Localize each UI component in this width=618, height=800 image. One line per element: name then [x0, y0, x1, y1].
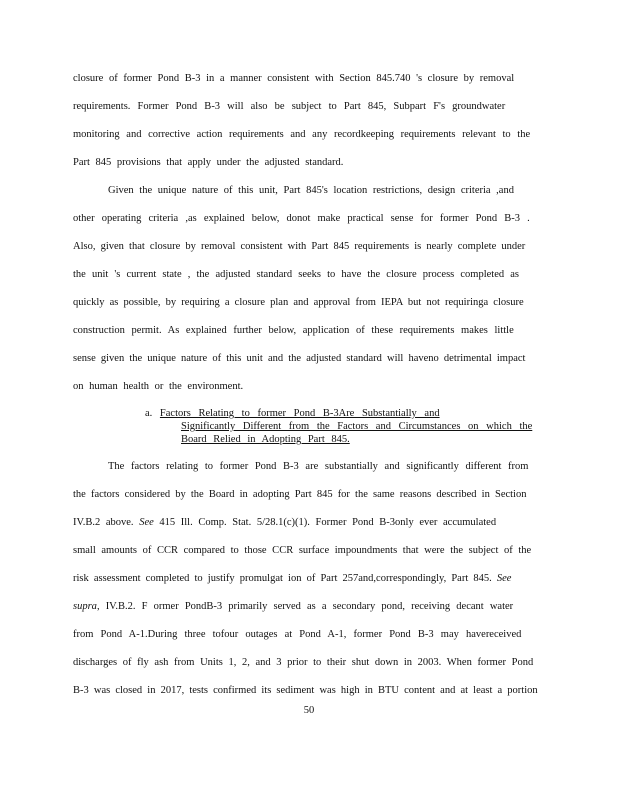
paragraph-1-line-1: closure of former Pond B-3 in a manner consistent with Section 845.740 's closure by removal: [73, 73, 515, 84]
heading-marker: a.: [145, 408, 153, 419]
paragraph-3-line-4: small amounts of CCR compared to those CCR surface impoundments that were the subject of the: [73, 545, 532, 556]
citation-signal-see: See: [139, 517, 154, 528]
paragraph-1-line-2: requirements. Former Pond B-3 will also be subject to Part 845, Subpart F's groundwater: [73, 101, 506, 112]
paragraph-3-line-5-part-1: risk assessment completed to justify promulgat ion of Part 257and,correspondingly, Part 845.: [73, 573, 492, 584]
heading-line-2: Significantly Different from the Factors and Circumstances on which the: [181, 421, 533, 432]
page-number: 50: [303, 705, 315, 716]
paragraph-3-line-2: the factors considered by the Board in adopting Part 845 for the same reasons described in Section: [73, 489, 527, 500]
heading-line-1: Factors Relating to former Pond B-3Are Substantially and: [159, 408, 440, 419]
citation-signal-supra: supra: [73, 601, 97, 612]
paragraph-2-line-1: Given the unique nature of this unit, Part 845's location restrictions, design criteria ,and: [108, 185, 514, 196]
paragraph-3-line-9: B-3 was closed in 2017, tests confirmed its sediment was high in BTU content and at least a portion: [73, 685, 538, 696]
paragraph-2-line-6: construction permit. As explained further below, application of these requirements makes little: [73, 325, 514, 336]
paragraph-2-line-3: Also, given that closure by removal consistent with Part 845 requirements is nearly complete under: [73, 241, 526, 252]
paragraph-3-line-7: from Pond A-1.During three tofour outages at Pond A-1, former Pond B-3 may havereceived: [73, 629, 522, 640]
paragraph-3-line-6-part-2: , IV.B.2. F ormer PondB-3 primarily served as a secondary pond, receiving decant water: [96, 601, 514, 612]
paragraph-3-line-1: The factors relating to former Pond B-3 are substantially and significantly different from: [108, 461, 529, 472]
citation-signal-see-2: See: [496, 573, 512, 584]
paragraph-2-line-7: sense given the unique nature of this unit and the adjusted standard will haveno detrimental impact: [73, 353, 526, 364]
paragraph-3-line-8: discharges of fly ash from Units 1, 2, and 3 prior to their shut down in 2003. When former Pond: [73, 657, 534, 668]
paragraph-2-line-2: other operating criteria ,as explained below, donot make practical sense for former Pond B-3 .: [73, 213, 530, 224]
paragraph-3-line-3-part-1: IV.B.2 above.: [73, 517, 134, 528]
heading-line-3: Board Relied in Adopting Part 845.: [181, 434, 350, 445]
paragraph-3-line-3-part-2: 415 Ill. Comp. Stat. 5/28.1(c)(1). Former Pond B-3only ever accumulated: [159, 517, 497, 528]
section-heading: [145, 407, 545, 446]
paragraph-2-line-5: quickly as possible, by requiring a closure plan and approval from IEPA but not requiringa closure: [73, 297, 524, 308]
paragraph-1-line-4: Part 845 provisions that apply under the adjusted standard.: [73, 157, 344, 168]
paragraph-2-line-4: the unit 's current state , the adjusted standard seeks to have the closure process completed as: [73, 269, 519, 280]
paragraph-3-line-5: [73, 572, 542, 586]
paragraph-3-line-3: [73, 516, 542, 530]
paragraph-1-line-3: monitoring and corrective action requirements and any recordkeeping requirements relevant to the: [73, 129, 531, 140]
paragraph-3-line-6: [73, 600, 542, 614]
paragraph-2-line-8: on human health or the environment.: [73, 381, 244, 392]
